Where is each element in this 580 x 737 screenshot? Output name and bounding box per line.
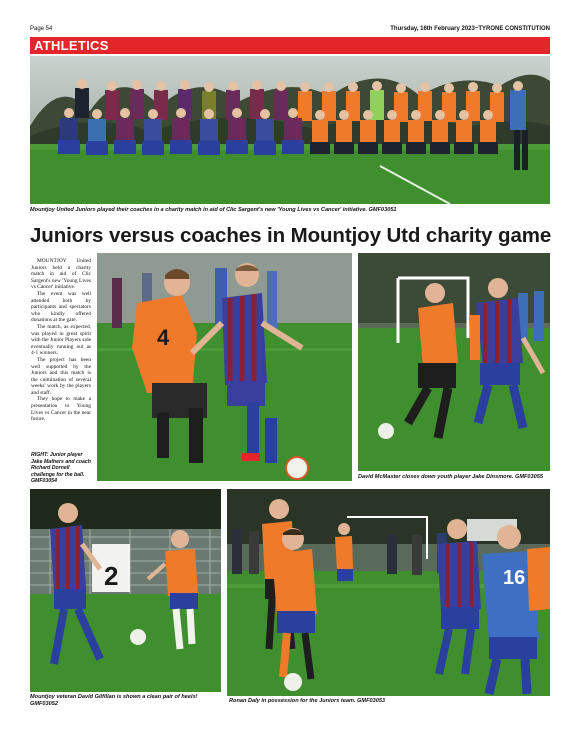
right-caption: RIGHT: Junior player Jake Mathers and coach Richard Dornell challenge for the ball. GMF03054 <box>31 452 91 485</box>
article-paragraph: The event was well attended both by participants and spectators who kindly offered donations at the gate. <box>31 290 91 324</box>
date-publication: Thursday, 16th February 2023~TYRONE CONSTITUTION <box>390 26 550 32</box>
team-photo-caption: Mountjoy United Juniors played their coaches in a charity match in aid of Clic Sargent's new 'Young Lives vs Cancer' initiative. GMF03051 <box>30 207 397 213</box>
section-title: ATHLETICS <box>34 38 109 53</box>
svg-text:4: 4 <box>157 325 170 350</box>
article-paragraph: They hope to make a presentation to Young Lives vs Cancer in the near future. <box>31 396 91 423</box>
article-body <box>31 258 91 423</box>
dinsmore-photo-caption: David McMaster closes down youth player Jake Dinsmore. GMF03055 <box>358 474 543 480</box>
gilfillan-photo <box>30 489 221 692</box>
page-header <box>30 26 550 36</box>
section-bar <box>30 37 550 54</box>
article-paragraph: MOUNTJOY United Juniors held a charity match in aid of Clic Sargent's new 'Young Lives vs Cancer' initiative. <box>31 258 91 291</box>
dinsmore-photo <box>358 253 550 471</box>
gilfillan-photo-caption: Mountjoy veteran David Gilfillan is shown a clean pair of heels! GMF03052 <box>30 694 198 707</box>
article-headline: Juniors versus coaches in Mountjoy Utd charity game <box>30 224 552 247</box>
sign-number: 2 <box>104 561 119 591</box>
article-paragraph: The match, as expected, was played in great spirit with the Junior Players side eventually running out as 4-1 winners. <box>31 323 91 357</box>
tackle-photo <box>97 253 352 481</box>
team-photo <box>30 56 550 204</box>
article-paragraph: The project has been well supported by the Juniors and this match is the culmination of several weeks' work by the players and staff. <box>31 356 91 396</box>
daly-photo <box>227 489 550 696</box>
page-number: Page 54 <box>30 26 53 32</box>
daly-photo-caption: Ronan Daly in possession for the Juniors team. GMF03053 <box>229 698 386 704</box>
svg-text:16: 16 <box>503 567 526 589</box>
